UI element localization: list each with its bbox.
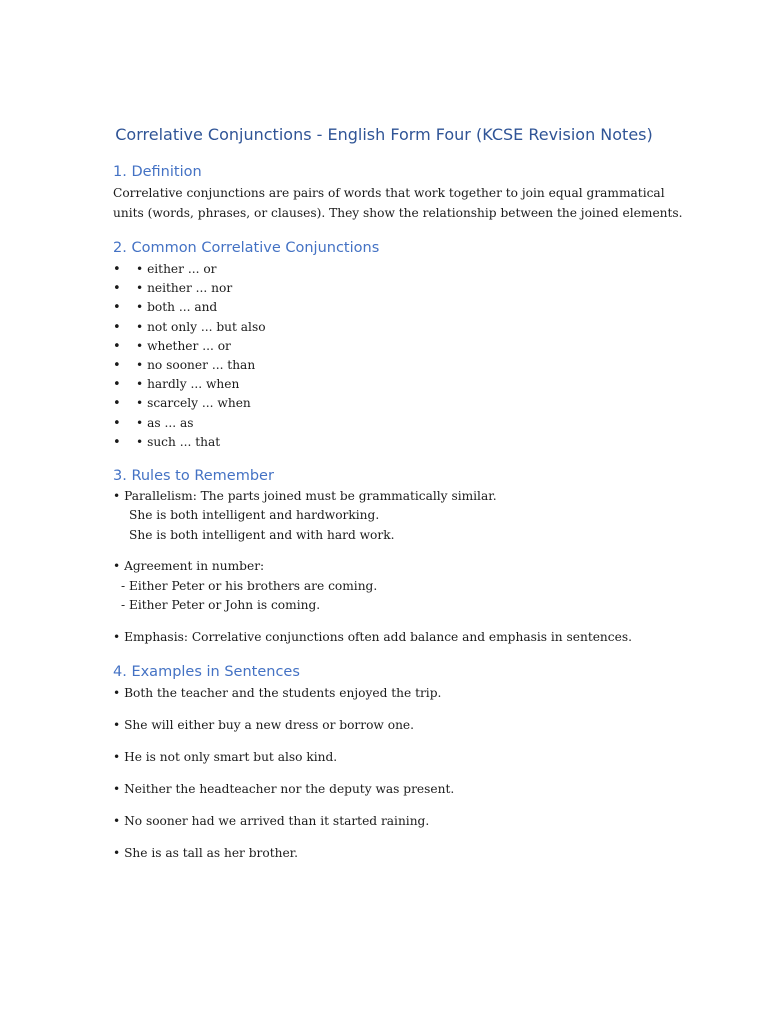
bullet-icon: • [113, 415, 121, 431]
list-item-text: • either ... or [136, 262, 217, 276]
bullet-icon: • [113, 300, 121, 316]
example-sentence: • No sooner had we arrived than it started raining. [113, 814, 430, 828]
list-item-text: • as ... as [136, 415, 194, 430]
list-item-text: • neither ... nor [136, 281, 233, 296]
example-sentence: • He is not only smart but also kind. [113, 750, 338, 764]
rule-parallelism-example-2: She is both intelligent and with hard work. [129, 527, 395, 542]
heading-examples: 4. Examples in Sentences [113, 664, 300, 680]
rule-emphasis: • Emphasis: Correlative conjunctions often add balance and emphasis in sentences. [113, 630, 632, 644]
heading-common-conjunctions: 2. Common Correlative Conjunctions [113, 240, 380, 256]
heading-definition: 1. Definition [113, 164, 202, 180]
rule-parallelism: • Parallelism: The parts joined must be grammatically similar. [113, 489, 497, 503]
bullet-icon: • [113, 434, 121, 450]
rule-agreement-example-2: - Either Peter or John is coming. [121, 598, 321, 612]
list-item-text: • hardly ... when [136, 377, 240, 392]
bullet-icon: • [113, 357, 121, 373]
example-sentence: • She will either buy a new dress or borrow one. [113, 718, 415, 732]
bullet-icon: • [113, 262, 121, 277]
definition-line-1: Correlative conjunctions are pairs of words that work together to join equal grammatical [113, 186, 665, 200]
bullet-icon: • [113, 377, 121, 393]
bullet-icon: • [113, 396, 121, 412]
bullet-icon: • [113, 338, 121, 354]
list-item-text: • both ... and [136, 300, 218, 315]
definition-line-2: units (words, phrases, or clauses). They show the relationship between the joined elements. [113, 205, 683, 220]
list-item-text: • such ... that [136, 434, 221, 449]
bullet-icon: • [113, 281, 121, 297]
example-sentence: • She is as tall as her brother. [113, 846, 299, 860]
list-item-text: • no sooner ... than [136, 357, 256, 372]
list-item-text: • not only ... but also [136, 319, 266, 334]
heading-rules: 3. Rules to Remember [113, 468, 274, 484]
list-item-text: • scarcely ... when [136, 396, 251, 411]
rule-agreement-example-1: - Either Peter or his brothers are coming. [121, 578, 378, 593]
rule-agreement: • Agreement in number: [113, 559, 265, 573]
document-title: Correlative Conjunctions - English Form Four (KCSE Revision Notes) [115, 125, 653, 144]
bullet-icon: • [113, 319, 121, 335]
list-item-text: • whether ... or [136, 338, 231, 353]
example-sentence: • Neither the headteacher nor the deputy was present. [113, 782, 455, 796]
example-sentence: • Both the teacher and the students enjoyed the trip. [113, 686, 442, 700]
rule-parallelism-example-1: She is both intelligent and hardworking. [129, 508, 380, 522]
